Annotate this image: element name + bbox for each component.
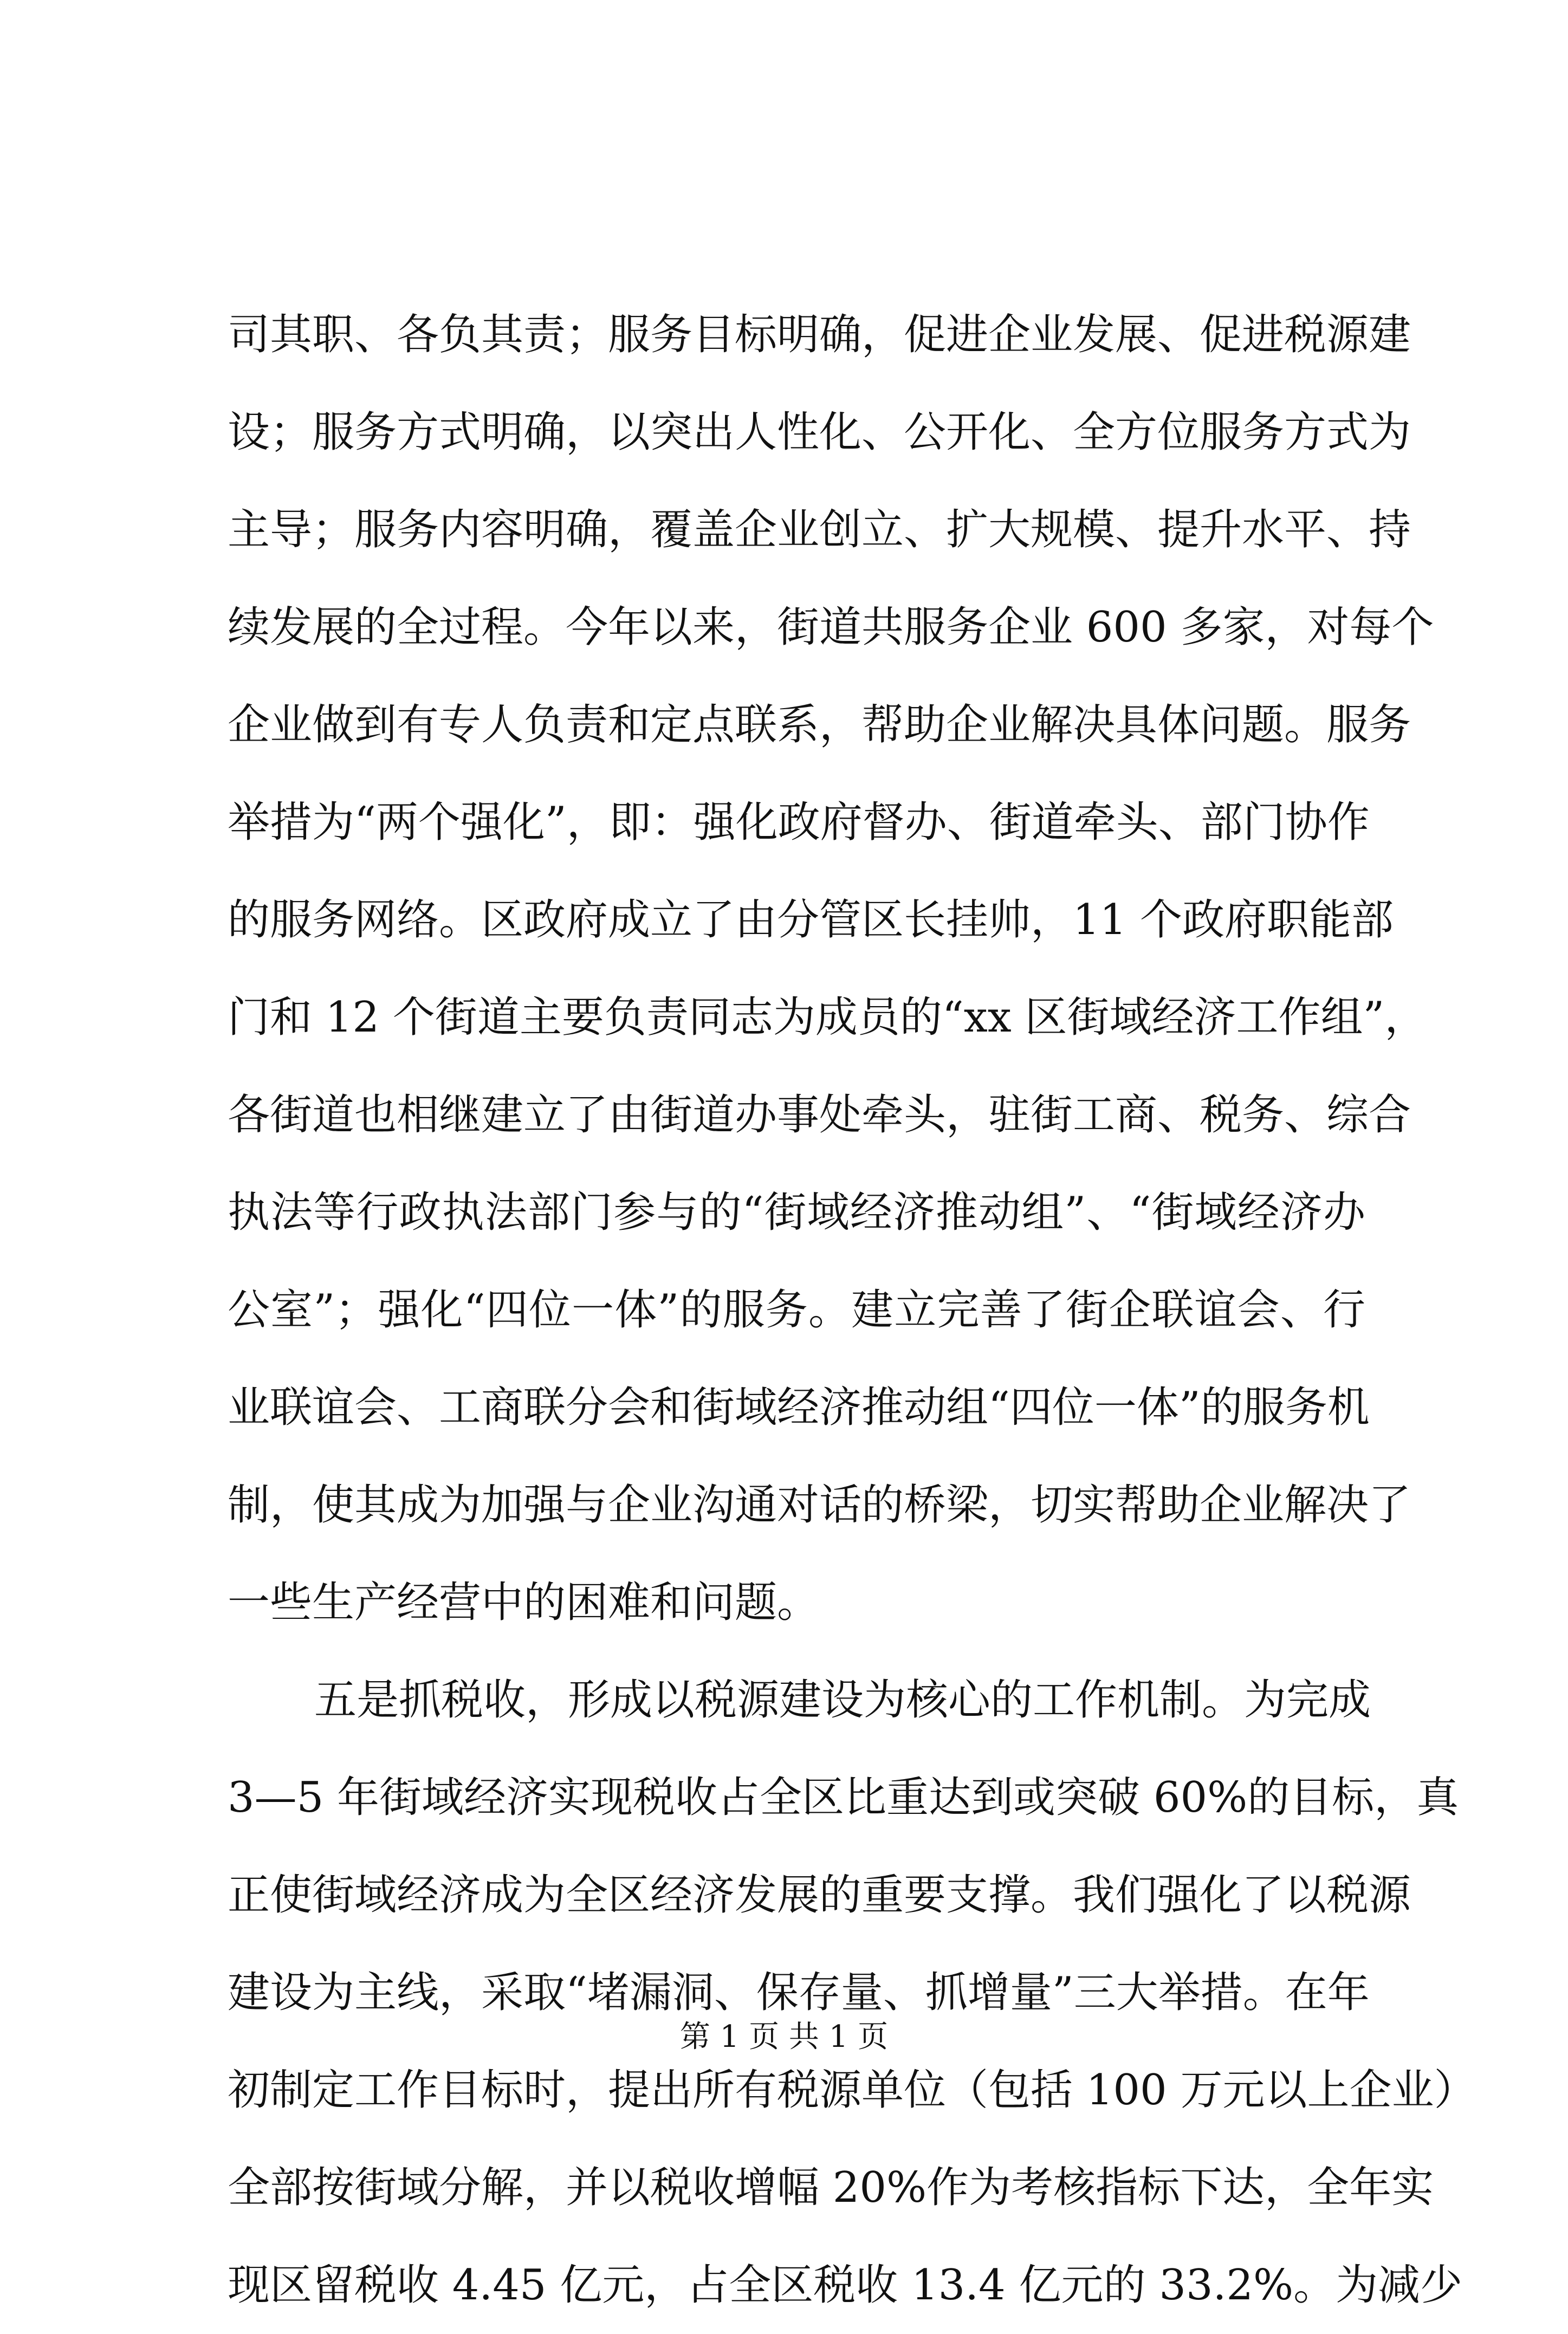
paragraph-end-line: 一些生产经营中的困难和问题。 <box>228 1578 820 1627</box>
text-line: 企业做到有专人负责和定点联系，帮助企业解决具体问题。服务 <box>228 701 1411 749</box>
text-line: 各街道也相继建立了由街道办事处牵头，驻街工商、税务、综合 <box>228 1091 1411 1139</box>
text-line: 现区留税收 4.45 亿元，占全区税收 13.4 亿元的 33.2%。为减少 <box>228 2261 1463 2310</box>
text-line: 正使街域经济成为全区经济发展的重要支撑。我们强化了以税源 <box>228 1871 1411 1920</box>
text-line: 续发展的全过程。今年以来，街道共服务企业 600 多家，对每个 <box>228 603 1434 652</box>
text-line: 业联谊会、工商联分会和街域经济推动组“四位一体”的服务机 <box>228 1383 1370 1432</box>
page-footer <box>0 2015 1568 2059</box>
text-line: 公室”；强化“四位一体”的服务。建立完善了街企联谊会、行 <box>228 1286 1365 1334</box>
text-line: 初制定工作目标时，提出所有税源单位（包括 100 万元以上企业） <box>228 2066 1476 2115</box>
text-line: 执法等行政执法部门参与的“街域经济推动组”、“街域经济办 <box>228 1188 1365 1237</box>
text-line: 设；服务方式明确，以突出人性化、公开化、全方位服务方式为 <box>228 408 1411 457</box>
text-line: 门和 12 个街道主要负责同志为成员的“xx 区街域经济工作组”， <box>228 993 1427 1042</box>
text-line: 3—5 年街域经济实现税收占全区比重达到或突破 60%的目标，真 <box>228 1773 1459 1822</box>
text-line: 制，使其成为加强与企业沟通对话的桥梁，切实帮助企业解决了 <box>228 1481 1411 1529</box>
text-line: 司其职、各负其责；服务目标明确，促进企业发展、促进税源建 <box>228 310 1411 359</box>
paragraph-start-line: 五是抓税收，形成以税源建设为核心的工作机制。为完成 <box>314 1676 1371 1724</box>
text-line: 全部按街域分解，并以税收增幅 20%作为考核指标下达，全年实 <box>228 2163 1434 2212</box>
text-line: 的服务网络。区政府成立了由分管区长挂帅，11 个政府职能部 <box>228 896 1394 944</box>
text-line: 建设为主线，采取“堵漏洞、保存量、抓增量”三大举措。在年 <box>228 1968 1370 2017</box>
text-line: 举措为“两个强化”，即：强化政府督办、街道牵头、部门协作 <box>228 798 1370 847</box>
page-number: 第 1 页 共 1 页 <box>679 2019 889 2054</box>
text-line: 主导；服务内容明确，覆盖企业创立、扩大规模、提升水平、持 <box>228 505 1411 554</box>
